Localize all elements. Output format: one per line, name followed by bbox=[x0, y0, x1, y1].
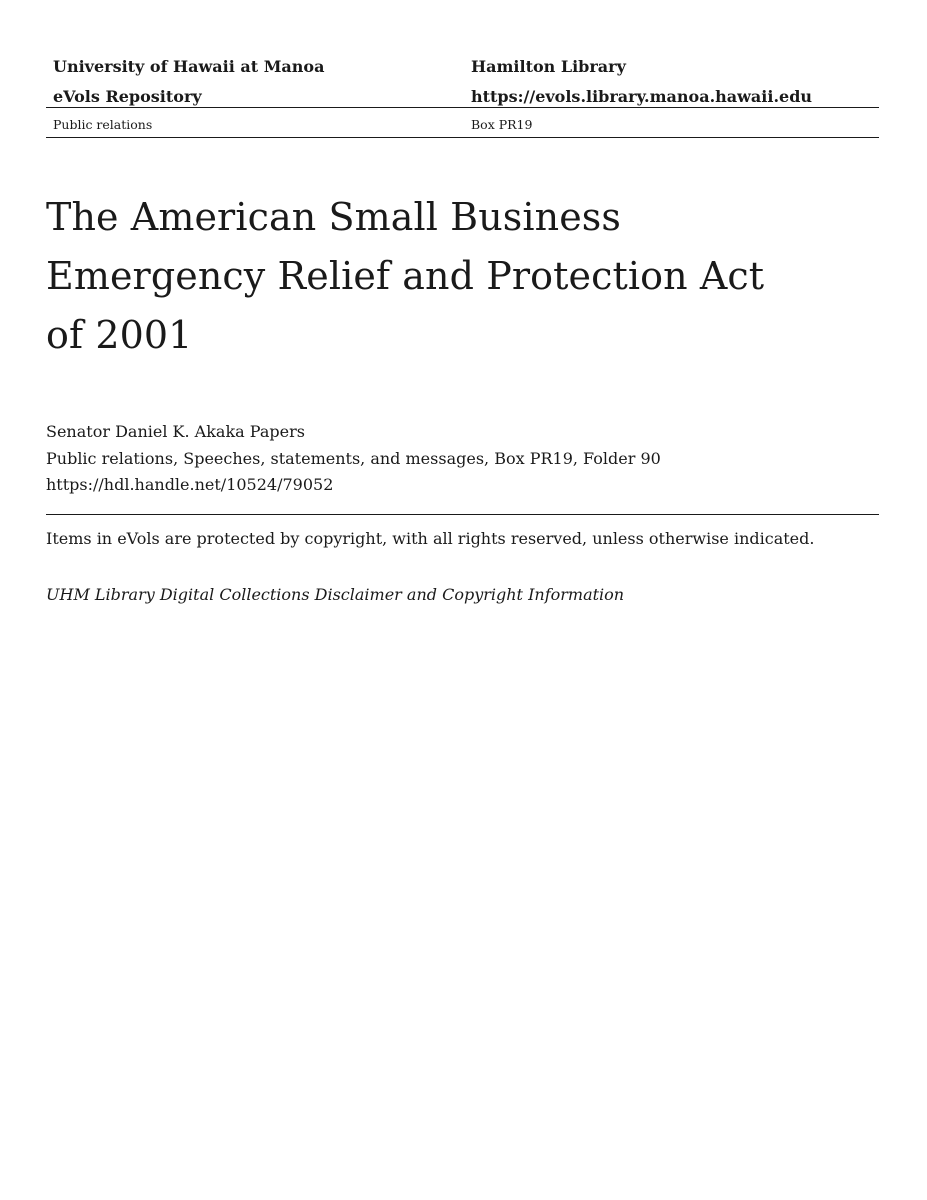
collection-series: Public relations bbox=[53, 117, 153, 132]
document-title bbox=[46, 188, 806, 365]
metadata-divider bbox=[46, 514, 879, 515]
document-metadata bbox=[46, 419, 879, 499]
repository-url[interactable]: https://evols.library.manoa.hawaii.edu bbox=[471, 87, 813, 106]
title-line-3: of 2001 bbox=[46, 313, 193, 357]
title-line-2: Emergency Relief and Protection Act bbox=[46, 254, 765, 298]
institution-name: University of Hawaii at Manoa bbox=[53, 57, 325, 76]
header-divider-bottom bbox=[46, 137, 879, 138]
repository-name: eVols Repository bbox=[53, 87, 202, 106]
header-row-1 bbox=[46, 52, 879, 82]
handle-url[interactable]: https://hdl.handle.net/10524/79052 bbox=[46, 475, 334, 494]
title-line-1: The American Small Business bbox=[46, 195, 621, 239]
folder-location: Public relations, Speeches, statements, and messages, Box PR19, Folder 90 bbox=[46, 448, 661, 468]
header-subrow bbox=[46, 112, 879, 138]
disclaimer-link[interactable]: UHM Library Digital Collections Disclaimer and Copyright Information bbox=[46, 585, 625, 604]
header-divider-top bbox=[46, 107, 879, 108]
copyright-notice: Items in eVols are protected by copyright, with all rights reserved, unless otherwise indicated. bbox=[46, 529, 815, 548]
box-label: Box PR19 bbox=[471, 117, 533, 132]
collection-name: Senator Daniel K. Akaka Papers bbox=[46, 422, 305, 441]
library-name: Hamilton Library bbox=[471, 57, 626, 76]
repository-header bbox=[46, 52, 879, 112]
